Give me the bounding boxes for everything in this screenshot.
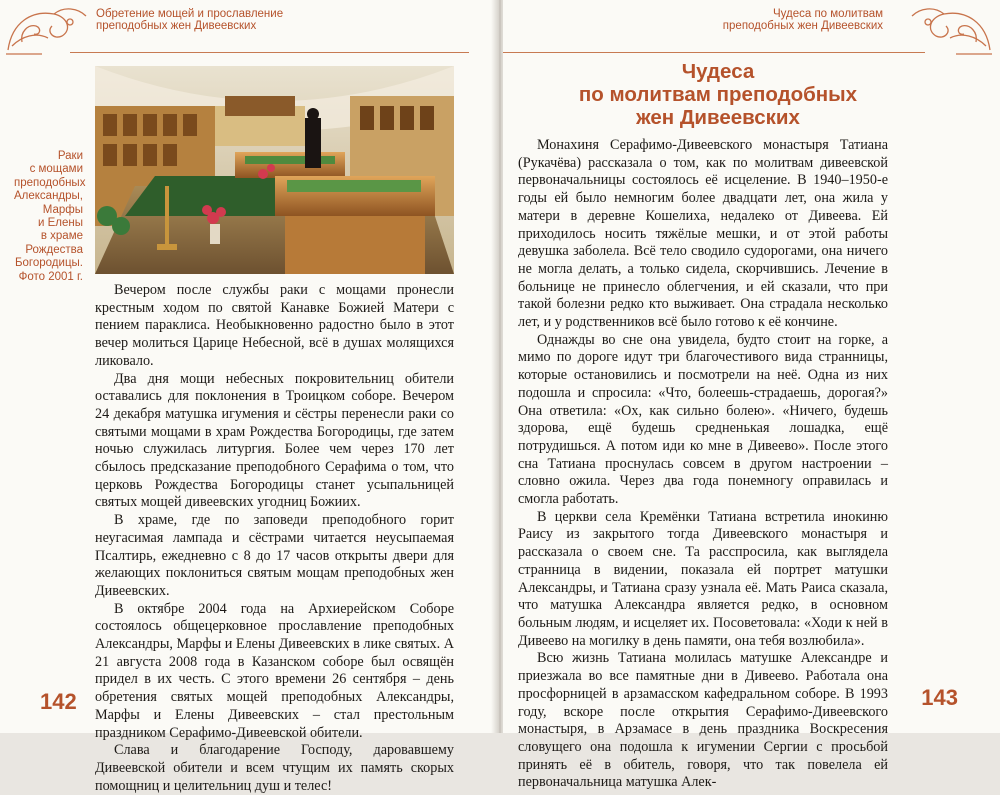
header-line: преподобных жен Дивеевских [96, 20, 257, 32]
paragraph: Монахиня Серафимо-Дивеевского монастыря Татиана (Рукачёва) рассказала о том, как по молитвам дивеевской первоначальницы состоялось её исцеление. В 1940–1950-е годы ей было немногим более двадцати лет, она жила у матери в деревне Кошелиха, недалеко от Дивеева. Ей приходилось носить тяжёлые мешки, и от этой работы девушка заболела. Всё тело сводило судорогами, она ничего не могла делать, а только сидела, скорчившись. Лечение в больнице не принесло облегчения, и ей сказали, что при такой болезни редко кто выживает. Она страдала несколько лет, и у родственников всё было готово к её кончине. [518, 137, 888, 331]
paragraph: В храме, где по заповеди преподобного горит неугасимая лампада и сёстрами читается неусыпаемая Псалтирь, ежедневно с 8 до 17 часов открыты двери для желающих поклониться святым мощам преподобных жен Дивеевских. [95, 512, 454, 599]
paragraph: В церкви села Кремёнки Татиана встретила инокиню Раису из закрытого тогда Дивеевского монастыря и рассказала о своем сне. Та расспросила, как выглядела странница в видении, показала ей портрет матушки Александры, и Татиана сразу узнала её. Мать Раиса сказала, что матушка Александра является редко, в основном больным людям, и исцеляет их. Посоветовала: «Ходи к ней в Дивеево на могилку в день памяти, она тебя возлюбила». [518, 508, 888, 649]
caption-line: Александры, [14, 190, 83, 203]
caption-line: Рождества [25, 243, 83, 256]
caption-line: Богородицы. [14, 257, 83, 270]
paragraph: Всю жизнь Татиана молилась матушке Александре и приезжала во все памятные дни в Дивеево. Работала она просфорницей в арзамасском кафедральном соборе. В 1993 году, вскоре после открытия Серафимо-Дивеевского монастыря, в Арзамасе в день праздника Воскресения словущего она подошла к игумении Сергии с просьбой принять её в обитель, говоря, что так повелела ей первоначальница матушка Алек- [518, 650, 888, 791]
header-line: Обретение мощей и прославление [96, 8, 284, 20]
title-line: по молитвам преподобных [578, 83, 858, 106]
caption-line: преподобных [14, 176, 86, 189]
right-body-text [518, 137, 888, 792]
corner-ornament [906, 2, 996, 58]
right-page [503, 0, 1000, 791]
caption-line: и Елены [37, 217, 83, 230]
paragraph: Однажды во сне она увидела, будто стоит на горке, а мимо по дороге идут три благочестивого вида странницы, которые остановились и посмотрели на неё. Одна из них подошла и спросила: «Что, болеешь-страдаешь, дорогая?» Она ответила: «Ох, как сильно болею». «Ничего, будешь здорова, ещё будешь средненькая лошадка, ещё потрудишься. А потом иди ко мне в Дивеево». После этого сна Татиана проснулась совсем в другом настроении – словно ожила. Через два года понемногу оправилась и смогла работать. [518, 331, 888, 508]
caption-line: в храме [40, 230, 83, 243]
left-page [0, 0, 497, 794]
caption-line: Марфы [42, 203, 83, 216]
caption-line: Раки [57, 150, 83, 162]
header-line: Чудеса по молитвам [772, 8, 883, 20]
chapter-title [543, 60, 893, 129]
header-rule [70, 52, 469, 53]
paragraph: Слава и благодарение Господу, даровавшему Дивеевской обители и всем чтущим их память скорых помощниц и целительниц душ и телес! [95, 742, 454, 794]
corner-ornament [2, 2, 92, 58]
paragraph: Два дня мощи небесных покровительниц обители оставались для поклонения в Троицком соборе. Вечером 24 декабря матушка игумения и сёстры перенесли раки со святыми мощами в храм Рождества Богородицы, где затем ночью служилась литургия. Более чем через 170 лет сбылось предсказание преподобного Серафима о том, что церковь Рождества Богородицы станет усыпальницей святых мощей дивеевских угодниц Божиих. [95, 370, 454, 511]
title-line: жен Дивеевских [636, 106, 800, 129]
caption-line: с мощами [29, 163, 83, 176]
header-rule [503, 52, 925, 53]
shrine-photo [95, 66, 454, 274]
left-body-text [95, 282, 454, 795]
paragraph: В октябре 2004 года на Архиерейском Соборе состоялось общецерковное прославление преподобных Александры, Марфы и Елены Дивеевских в лике святых. А 21 августа 2008 года в Казанском соборе был освящён придел в их честь. С этого времени 26 сентября – день обретения святых мощей преподобных Александры, Марфы и Елены Дивеевских – стал престольным праздником Серафимо-Дивеевской обители. [95, 600, 454, 741]
paragraph: Вечером после службы раки с мощами пронесли крестным ходом по святой Канавке Божией Матери с пением параклиса. Необыкновенно радостно было в этот вечер молиться Царице Небесной, всё в душах молящихся ликовало. [95, 282, 454, 369]
title-line: Чудеса [681, 60, 755, 83]
running-header [683, 8, 883, 32]
caption-line: Фото 2001 г. [18, 270, 83, 283]
photo-caption [14, 150, 86, 284]
page-number: 142 [40, 689, 77, 714]
page-number: 143 [921, 685, 958, 710]
header-line: преподобных жен Дивеевских [722, 20, 883, 32]
running-header [96, 8, 316, 32]
